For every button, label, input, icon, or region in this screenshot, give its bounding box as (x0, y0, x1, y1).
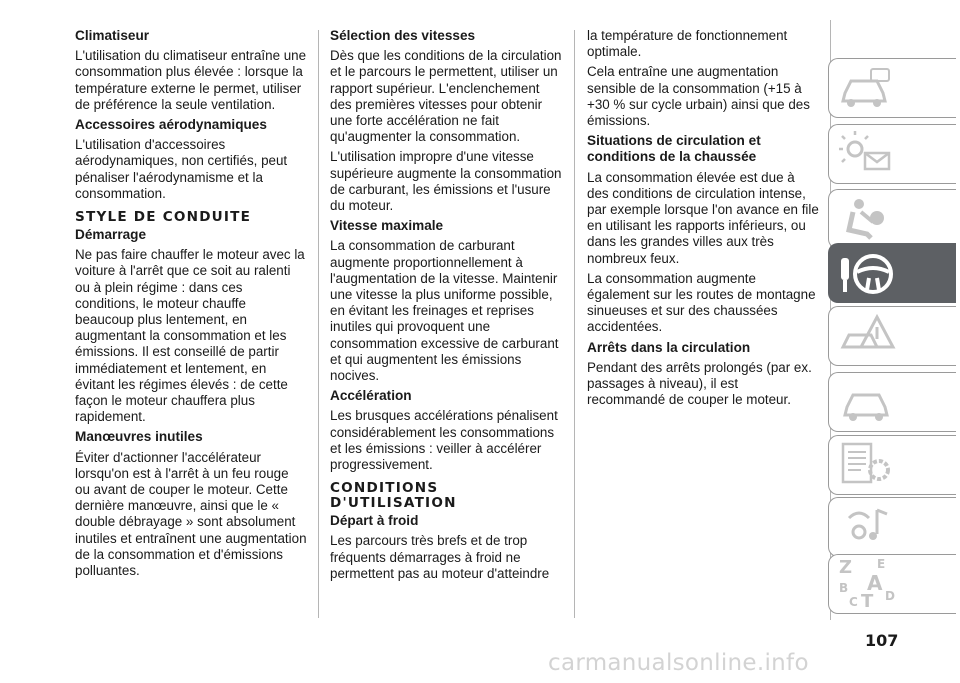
paragraph-acceleration: Les brusques accélérations pénalisent considérablement les consommations et les émissions : veiller à accélérer progressivement. (330, 408, 558, 473)
tab-starting-driving[interactable] (828, 243, 956, 303)
column-left (75, 28, 307, 583)
car-service-icon (837, 377, 897, 427)
page-number: 107 (865, 631, 899, 650)
section-heading-conditions-line2: D'UTILISATION (330, 495, 457, 512)
section-heading-conditions-line1: CONDITIONS (330, 480, 439, 497)
paragraph-continued-2: Cela entraîne une augmentation sensible de la consommation (+15 à +30 % sur cycle urbain) ainsi que des émissions. (587, 64, 810, 129)
heading-depart: Départ à froid (330, 513, 419, 529)
paragraph-demarrage: Ne pas faire chauffer le moteur avec la voiture à l'arrêt que ce soit au ralenti ou à plein régime : dans ces conditions, le moteur chauffe beaucoup plus lentement, en augmentant la consommation et les émissions. Il est conseillé de partir immédiatement et lentement, en évitant les régimes élevés : de cette façon le moteur chauffera plus rapidement. (75, 247, 305, 425)
tab-multimedia[interactable] (828, 497, 956, 557)
tab-maintenance[interactable] (828, 372, 956, 432)
column-right (587, 28, 819, 412)
key-steering-wheel-icon (837, 248, 897, 300)
paragraph-selection-1: Dès que les conditions de la circulation et le parcours le permettent, utiliser un rapport supérieur. L'enclenchement des premières vitesses pour obtenir une forte accélération ne fait qu'augmenter la consommation. (330, 48, 562, 145)
lights-message-icon (837, 129, 897, 179)
column-middle (330, 28, 562, 586)
column-divider (318, 30, 319, 618)
paragraph-vitesse: La consommation de carburant augmente proportionnellement à l'augmentation de la vitesse. Maintenir une vitesse la plus uniforme possible, en évitant les freinages et reprises inutiles qui provoquent une consommation excessive de carburant et qui augmentent les émissions nocives. (330, 238, 559, 384)
paragraph-situations-2: La consommation augmente également sur les routes de montagne sinueuses et sur des chaussées accidentées. (587, 270, 816, 335)
heading-selection: Sélection des vitesses (330, 28, 476, 43)
paragraph-arrets: Pendant des arrêts prolongés (par ex. passages à niveau), il est recommandé de couper le moteur. (587, 359, 812, 408)
paragraph-situations-1: La consommation élevée est due à des conditions de circulation intense, par exemple lorsque l'on avance en file en utilisant les rapports inférieurs, ou dans les grandes villes aux très nombreux feux. (587, 169, 819, 266)
tab-safety[interactable] (828, 189, 956, 249)
heading-situations: Situations de circulation et conditions de la chaussée (587, 133, 761, 165)
heading-demarrage: Démarrage (75, 227, 147, 243)
tab-index[interactable] (828, 554, 956, 614)
alphabetical-index-icon: Z E B A C T D (839, 557, 895, 612)
heading-climatiseur: Climatiseur (75, 28, 150, 43)
paragraph-continued-1: la température de fonctionnement optimale. (587, 28, 788, 60)
heading-arrets: Arrêts dans la circulation (587, 339, 751, 355)
car-dashboard-icon (837, 63, 897, 113)
heading-manoeuvres: Manœuvres inutiles (75, 429, 203, 445)
seat-airbag-icon (837, 194, 897, 244)
heading-acceleration: Accélération (330, 388, 412, 404)
paragraph-climatiseur: L'utilisation du climatiseur entraîne une consommation plus élevée : lorsque la température externe le permet, utiliser de préférence la seule ventilation. (75, 48, 307, 112)
paragraph-manoeuvres: Éviter d'actionner l'accélérateur lorsqu'on est à l'arrêt à un feu rouge ou avant de couper le moteur. Cette dernière manœuvre, ainsi que le « double débrayage » sont absolument inutiles et entraînent une augmentation de la consommation et d'émissions polluantes. (75, 449, 307, 579)
paragraph-selection-2: L'utilisation impropre d'une vitesse supérieure augmente la consommation de carburant, les émissions et l'usure du moteur. (330, 149, 562, 214)
tab-emergency[interactable] (828, 306, 956, 366)
specs-gear-icon (837, 440, 897, 490)
heading-accessoires: Accessoires aérodynamiques (75, 117, 267, 133)
media-music-icon (837, 502, 897, 552)
section-heading-style: STYLE DE CONDUITE (75, 209, 252, 226)
breakdown-warning-icon (837, 311, 897, 361)
watermark-text: carmanualsonline.info (548, 650, 809, 676)
column-divider (574, 30, 575, 618)
paragraph-accessoires: L'utilisation d'accessoires aérodynamiques, non certifiés, peut pénaliser l'aérodynamisme et la consommation. (75, 137, 288, 201)
section-heading-conditions (330, 481, 562, 511)
tab-lights[interactable] (828, 124, 956, 184)
heading-vitesse: Vitesse maximale (330, 218, 444, 234)
tab-technical-data[interactable] (828, 435, 956, 495)
paragraph-depart: Les parcours très brefs et de trop fréquents démarrages à froid ne permettent pas au moteur d'atteindre (330, 533, 550, 581)
tab-dashboard[interactable] (828, 58, 956, 118)
